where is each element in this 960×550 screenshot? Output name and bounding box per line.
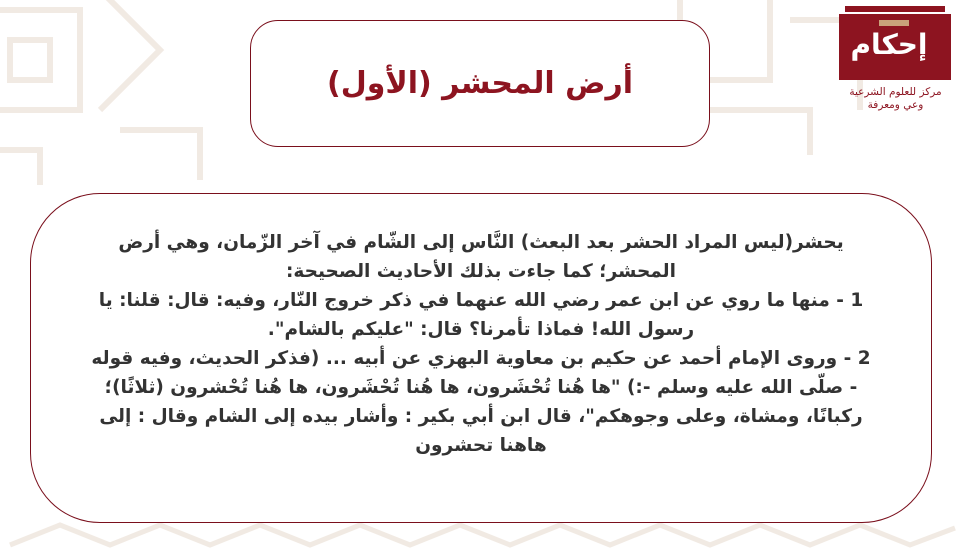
content-box [30, 193, 932, 523]
logo-caption [833, 86, 958, 112]
logo-caption-line2: وعي ومعرفة [867, 99, 924, 111]
content-intro: يحشر(ليس المراد الحشر بعد البعث) النَّاس إلى الشّام في آخر الزّمان، وهي أرض المحشر؛ كما جاءت بذلك الأحاديث الصحيحة: [118, 232, 844, 282]
background-pattern-left [0, 0, 220, 190]
content-text [85, 228, 877, 460]
slide-title: أرض المحشر (الأول) [327, 66, 633, 101]
logo-caption-line1: مركز للعلوم الشرعية [849, 86, 942, 98]
content-item-2: 2 - وروى الإمام أحمد عن حكيم بن معاوية البهزي عن أبيه ... (فذكر الحديث، وفيه قوله - صلّى الله عليه وسلم -:) "ها هُنا تُحْشَرون، ها هُنا تُحْشَرون، ها هُنا تُحْشرون (ثلاثًا)؛ ركبانًا، ومشاة، وعلى وجوهكم"، قال ابن أبي بكير : وأشار بيده إلى الشام وقال : إلى هاهنا تحشرون [91, 348, 871, 456]
title-box [250, 20, 710, 147]
logo [833, 6, 958, 114]
background-pattern-bottom [0, 520, 960, 550]
logo-word: إحكام [850, 28, 928, 61]
content-item-1: 1 - منها ما روي عن ابن عمر رضي الله عنهما في ذكر خروج النّار، وفيه: قال: قلنا: يا رسول الله! فماذا تأمرنا؟ قال: "عليكم بالشام". [98, 290, 864, 340]
